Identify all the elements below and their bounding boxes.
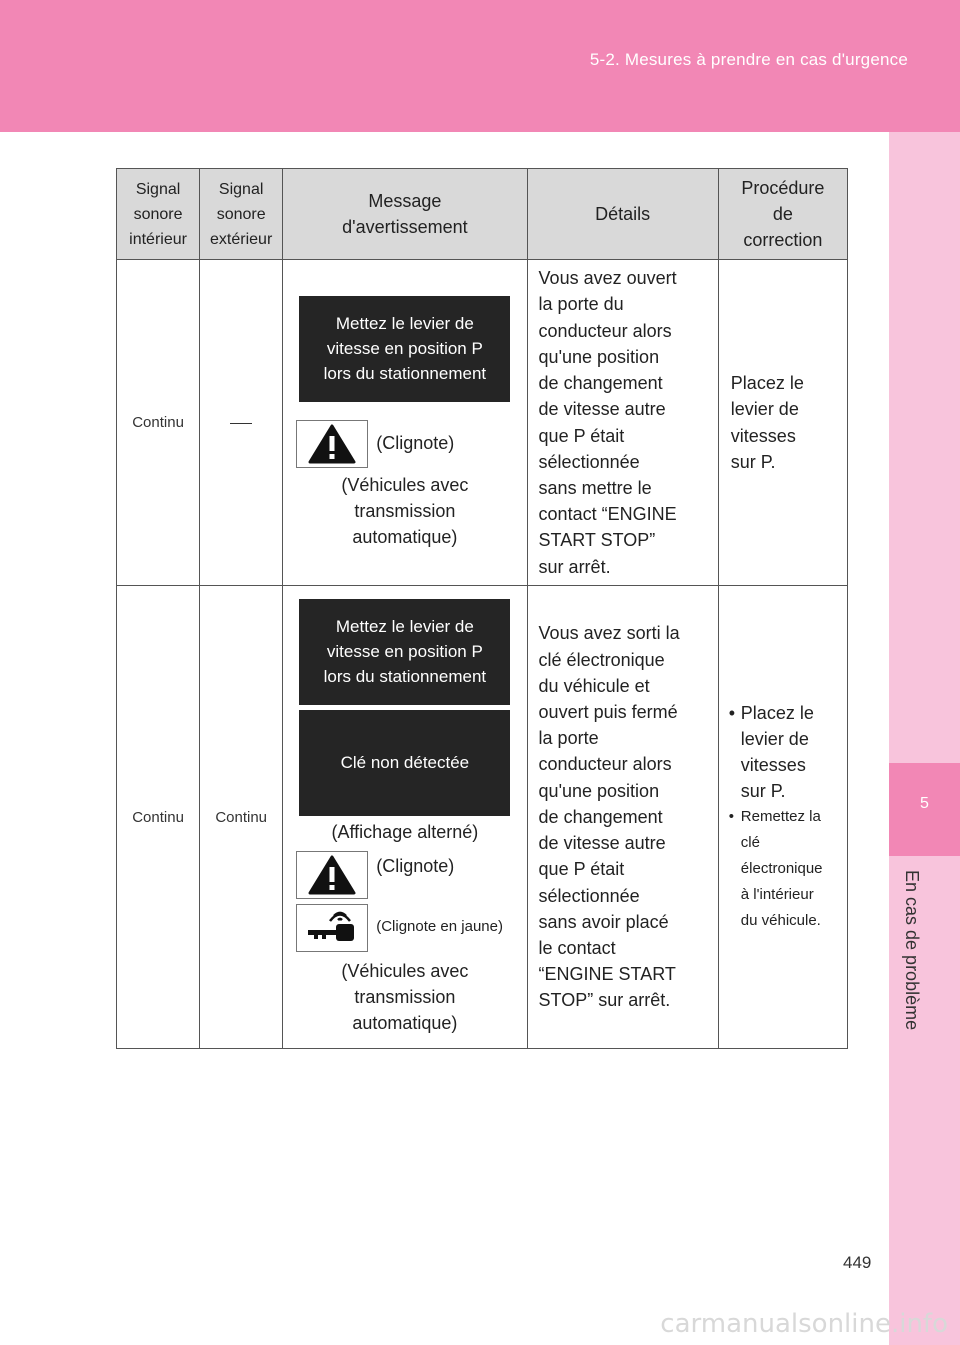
warning-table xyxy=(116,168,848,1049)
smart-key-icon xyxy=(296,904,368,952)
row2-warning-label: (Clignote) xyxy=(376,855,455,876)
chapter-label: En cas de problème xyxy=(902,870,922,1031)
row2-key-line xyxy=(296,904,526,952)
procedure-step: • Placez le levier de vitesses sur P. xyxy=(729,700,841,804)
header-procedure: Procédure de correction xyxy=(718,169,847,260)
header-interior-buzzer: Signal sonore intérieur xyxy=(117,169,200,260)
table-row xyxy=(117,260,848,586)
page-number: 449 xyxy=(843,1253,872,1272)
watermark: carmanualsonline.info xyxy=(660,1309,948,1339)
row2-screen-park: Mettez le levier de vitesse en position P lors du stationnement xyxy=(299,599,510,705)
row2-details: Vous avez sorti la clé électronique du véhicule et ouvert puis fermé la porte conducteur alors qu'une position de changement de vitesse autre que P était sélectionnée sans avoir placé le contact “ENGINE START STOP” sur arrêt. xyxy=(527,586,718,1049)
row1-interior: Continu xyxy=(117,260,200,586)
row1-details: Vous avez ouvert la porte du conducteur alors qu'une position de changement de vitesse autre que P était sélectionnée sans mettre le contact “ENGINE START STOP” sur arrêt. xyxy=(527,260,718,586)
row2-key-label: (Clignote en jaune) xyxy=(376,917,503,935)
chapter-number: 5 xyxy=(920,795,929,812)
row1-message xyxy=(283,260,527,586)
row2-alternate-note: (Affichage alterné) xyxy=(331,821,479,842)
row2-procedure xyxy=(718,586,847,1049)
row2-warning-line xyxy=(296,851,526,899)
header-details: Détails xyxy=(527,169,718,260)
side-strip xyxy=(889,132,960,1345)
row1-warning-label: (Clignote) xyxy=(376,432,455,453)
header-warning-message: Message d'avertissement xyxy=(283,169,527,260)
warning-triangle-icon xyxy=(296,420,368,468)
section-title: 5-2. Mesures à prendre en cas d'urgence xyxy=(589,50,908,69)
row2-exterior: Continu xyxy=(200,586,283,1049)
row2-interior: Continu xyxy=(117,586,200,1049)
row1-procedure: Placez le levier de vitesses sur P. xyxy=(718,260,847,586)
header-exterior-buzzer: Signal sonore extérieur xyxy=(200,169,283,260)
table-header-row xyxy=(117,169,848,260)
row1-exterior-dash xyxy=(230,423,252,424)
table-row xyxy=(117,586,848,1049)
row2-screen-key: Clé non détectée xyxy=(299,710,510,816)
row1-exterior xyxy=(200,260,283,586)
row1-warning-line xyxy=(296,420,526,468)
row2-vehicle-note: (Véhicules avec transmission automatique) xyxy=(341,960,469,1033)
warning-triangle-icon xyxy=(296,851,368,899)
row1-vehicle-note: (Véhicules avec transmission automatique) xyxy=(341,474,469,547)
row2-message xyxy=(283,586,527,1049)
page-header xyxy=(0,0,960,132)
row1-screen: Mettez le levier de vitesse en position P lors du stationnement xyxy=(299,296,510,402)
procedure-step: • Remettez la clé électronique à l'intérieur du véhicule. xyxy=(729,804,841,934)
